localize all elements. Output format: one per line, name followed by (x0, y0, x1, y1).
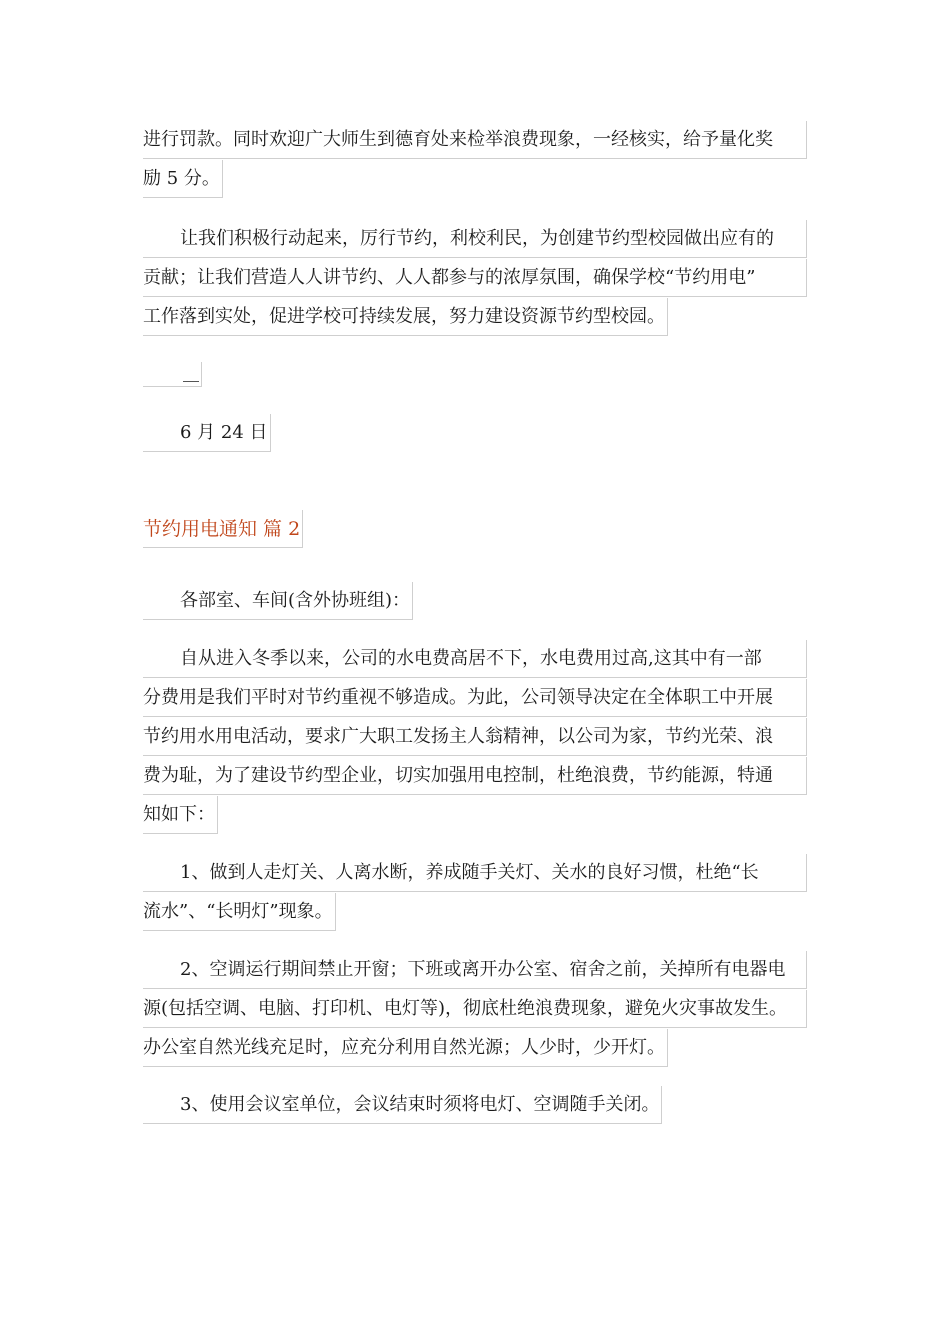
paragraph-line: 分费用是我们平时对节约重视不够造成。为此，公司领导决定在全体职工中开展 (143, 679, 807, 717)
paragraph-line: 自从进入冬季以来，公司的水电费高居不下，水电费用过高,这其中有一部 (143, 640, 807, 678)
paragraph-line: 励 5 分。 (143, 160, 223, 198)
paragraph-line: 工作落到实处，促进学校可持续发展，努力建设资源节约型校园。 (143, 298, 668, 336)
paragraph-line: 节约用水用电活动，要求广大职工发扬主人翁精神，以公司为家，节约光荣、浪 (143, 718, 807, 756)
date-line: 6 月 24 日 (143, 414, 271, 452)
list-item-line: 办公室自然光线充足时，应充分利用自然光源；人少时，少开灯。 (143, 1029, 668, 1067)
list-item-line: 2、空调运行期间禁止开窗；下班或离开办公室、宿舍之前，关掉所有电器电 (143, 951, 807, 989)
list-item-line: 3、使用会议室单位，会议结束时须将电灯、空调随手关闭。 (143, 1086, 662, 1124)
empty-paragraph-mark (143, 362, 202, 387)
paragraph-line: 进行罚款。同时欢迎广大师生到德育处来检举浪费现象，一经核实，给予量化奖 (143, 121, 807, 159)
salutation-line: 各部室、车间(含外协班组)： (143, 582, 413, 620)
paragraph-line: 费为耻，为了建设节约型企业，切实加强用电控制，杜绝浪费，节约能源，特通 (143, 757, 807, 795)
list-item-line: 流水”、“长明灯”现象。 (143, 893, 336, 931)
paragraph-line: 知如下： (143, 796, 218, 834)
list-item-line: 1、做到人走灯关、人离水断，养成随手关灯、关水的良好习惯，杜绝“长 (143, 854, 807, 892)
list-item-line: 源(包括空调、电脑、打印机、电灯等)，彻底杜绝浪费现象，避免火灾事故发生。 (143, 990, 807, 1028)
paragraph-line: 让我们积极行动起来，厉行节约，利校利民，为创建节约型校园做出应有的 (143, 220, 807, 258)
cursor-dash-icon (183, 381, 199, 382)
paragraph-line: 贡献；让我们营造人人讲节约、人人都参与的浓厚氛围，确保学校“节约用电” (143, 259, 807, 297)
section-heading: 节约用电通知 篇 2 (143, 510, 303, 548)
